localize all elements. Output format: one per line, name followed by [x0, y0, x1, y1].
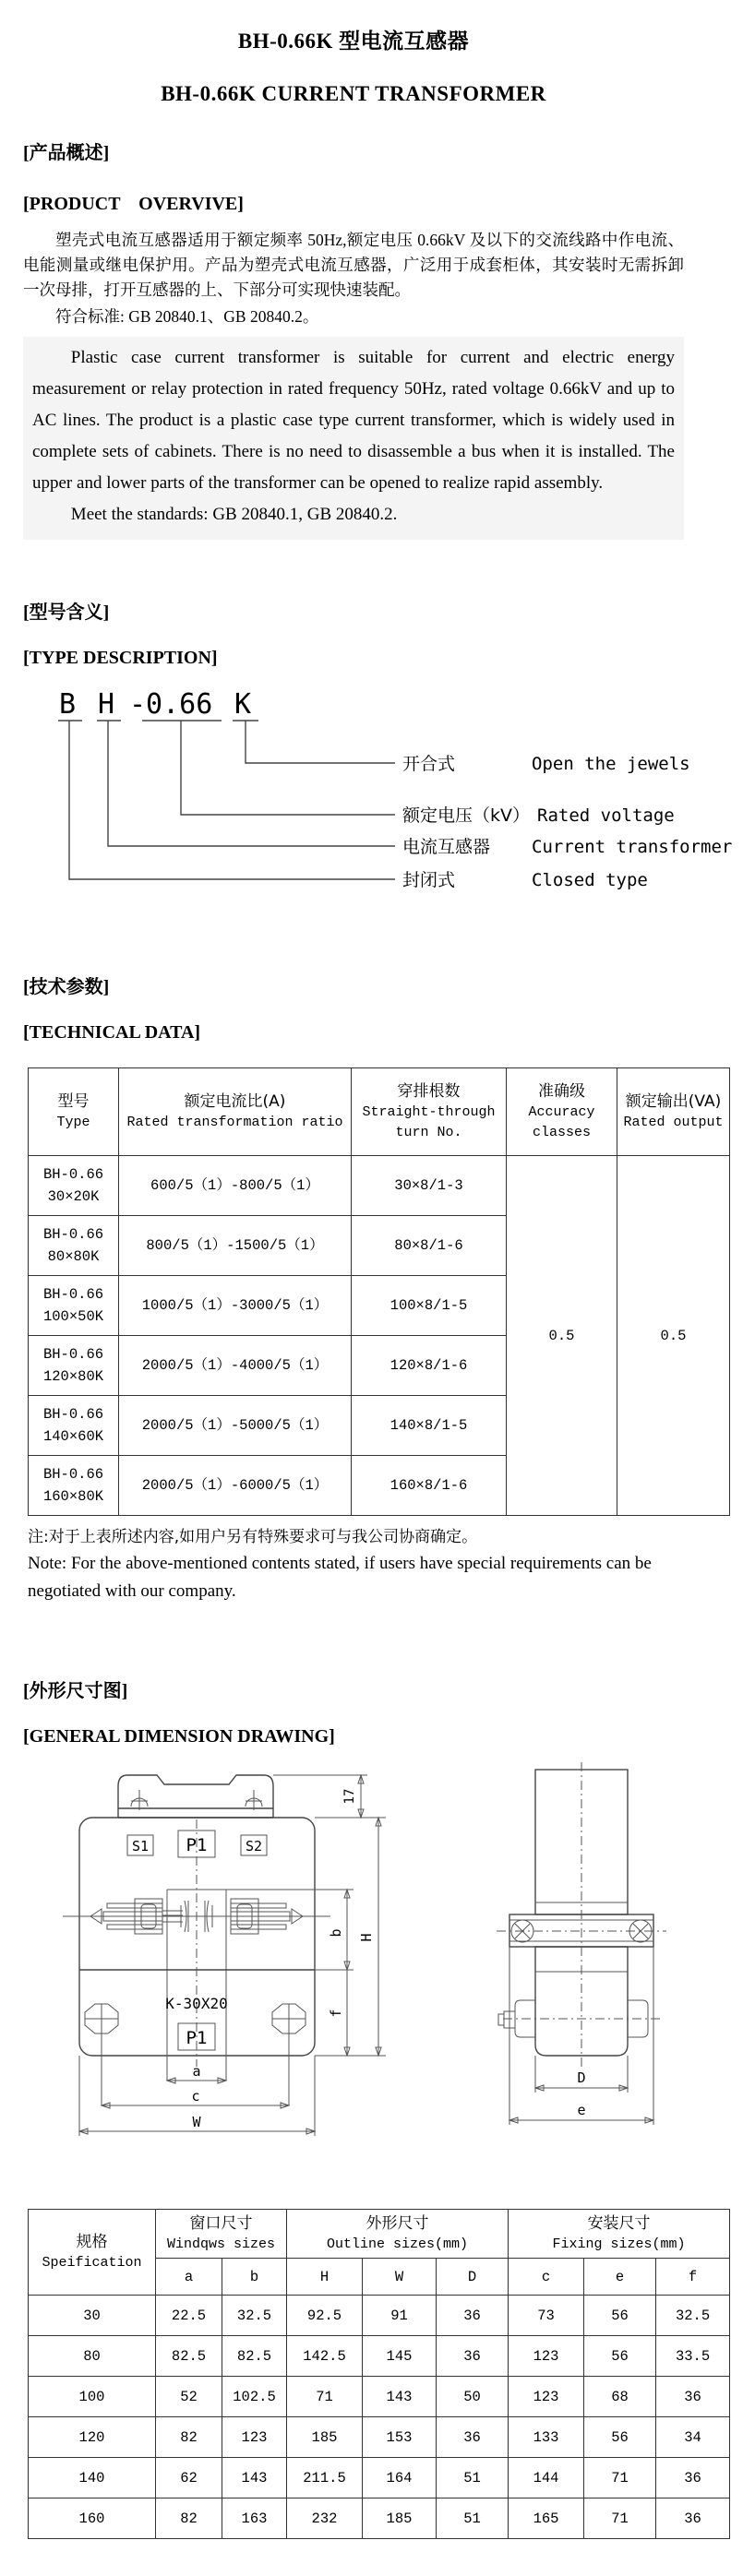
table-cell: 165 — [509, 2498, 584, 2539]
connector-current-transformer — [108, 721, 395, 846]
type-code-part-h: H — [98, 688, 115, 721]
table-cell: 123 — [509, 2336, 584, 2377]
front-view-drawing — [54, 1762, 441, 2196]
side-view-drawing — [452, 1762, 729, 2196]
table-cell: 34 — [656, 2417, 730, 2458]
table-row — [29, 2296, 730, 2336]
header-turns: 穿排根数 Straight-through turn No. — [352, 1068, 507, 1156]
dimension-heading-en: [GENERAL DIMENSION DRAWING] — [23, 1726, 335, 1747]
table-cell: 2000/5（1）-4000/5（1） — [119, 1336, 352, 1396]
header-window-sizes: 窗口尺寸 Windqws sizes — [156, 2210, 287, 2259]
tech-heading-zh: [技术参数] — [23, 977, 110, 997]
table-cell: 145 — [363, 2336, 437, 2377]
svg-text:H: H — [358, 1933, 375, 1942]
output-merged-cell: 0.5 — [617, 1156, 730, 1516]
header-outline-sizes: 外形尺寸 Outline sizes(mm) — [287, 2210, 509, 2259]
subheader-c: c — [509, 2259, 584, 2296]
table-cell: 52 — [156, 2377, 222, 2417]
table-cell: 144 — [509, 2458, 584, 2498]
type-label-zh-voltage: 额定电压（kV） — [402, 805, 531, 826]
accuracy-merged-cell: 0.5 — [507, 1156, 617, 1516]
table-cell: 36 — [656, 2458, 730, 2498]
table-cell: 232 — [287, 2498, 363, 2539]
subheader-b: b — [222, 2259, 287, 2296]
header-specification: 规格 Speification — [29, 2210, 156, 2296]
table-cell: 80×8/1-6 — [352, 1216, 507, 1276]
type-code-part-k: K — [234, 688, 252, 721]
table-cell: 102.5 — [222, 2377, 287, 2417]
table-header-row — [29, 1068, 730, 1156]
table-cell: 56 — [584, 2417, 656, 2458]
table-cell: 2000/5（1）-5000/5（1） — [119, 1396, 352, 1456]
type-label-zh-closed: 封闭式 — [402, 870, 456, 890]
table-cell: 82 — [156, 2417, 222, 2458]
table-cell: 133 — [509, 2417, 584, 2458]
table-cell: 1000/5（1）-3000/5（1） — [119, 1276, 352, 1336]
table-row — [29, 2336, 730, 2377]
table-cell: 32.5 — [222, 2296, 287, 2336]
table-cell: BH-0.66 120×80K — [29, 1336, 119, 1396]
table-cell: 100×8/1-5 — [352, 1276, 507, 1336]
svg-text:e: e — [577, 2102, 586, 2118]
table-cell: 36 — [437, 2336, 509, 2377]
subheader-D: D — [437, 2259, 509, 2296]
page-title-zh: BH-0.66K 型电流互感器 — [237, 30, 470, 53]
table-row — [29, 2498, 730, 2539]
table-cell: 30×8/1-3 — [352, 1156, 507, 1216]
table-cell: 140×8/1-5 — [352, 1396, 507, 1456]
type-label-en-voltage: Rated voltage — [537, 805, 675, 826]
table-cell: 36 — [437, 2296, 509, 2336]
type-label-en-open: Open the jewels — [532, 754, 690, 774]
table-group-header-row — [29, 2210, 730, 2259]
overview-standards-en: Meet the standards: GB 20840.1, GB 20840.2. — [70, 505, 398, 524]
table-cell: 185 — [363, 2498, 437, 2539]
table-cell: 2000/5（1）-6000/5（1） — [119, 1456, 352, 1516]
table-cell: 91 — [363, 2296, 437, 2336]
sizes-table — [28, 2209, 730, 2539]
page-title-en: BH-0.66K CURRENT TRANSFORMER — [161, 82, 546, 105]
table-cell: BH-0.66 140×60K — [29, 1396, 119, 1456]
table-cell: 160×8/1-6 — [352, 1456, 507, 1516]
type-code-part-b: B — [59, 688, 77, 721]
table-cell: 36 — [437, 2417, 509, 2458]
table-cell: 71 — [584, 2458, 656, 2498]
connector-rated-voltage — [181, 721, 395, 815]
table-cell: 100 — [29, 2377, 156, 2417]
primary-label-p1: P1 — [186, 2028, 208, 2048]
svg-text:b: b — [328, 1928, 344, 1938]
table-cell: 211.5 — [287, 2458, 363, 2498]
terminal-screw-icon — [131, 1790, 262, 1810]
table-note-en: Note: For the above-mentioned contents stated, if users have special requirements can be negotiated with our company. — [28, 1554, 652, 1601]
table-cell: BH-0.66 160×80K — [29, 1456, 119, 1516]
subheader-a: a — [156, 2259, 222, 2296]
table-cell: 82.5 — [156, 2336, 222, 2377]
table-cell: 163 — [222, 2498, 287, 2539]
table-cell: 50 — [437, 2377, 509, 2417]
type-label-zh-open: 开合式 — [402, 754, 456, 774]
dim-d — [535, 2069, 628, 2091]
dim-e — [509, 2102, 653, 2123]
table-cell: 56 — [584, 2336, 656, 2377]
table-cell: 22.5 — [156, 2296, 222, 2336]
table-cell: 82.5 — [222, 2336, 287, 2377]
table-cell: 68 — [584, 2377, 656, 2417]
table-cell: BH-0.66 30×20K — [29, 1156, 119, 1216]
table-cell: 62 — [156, 2458, 222, 2498]
table-cell: 33.5 — [656, 2336, 730, 2377]
table-cell: 51 — [437, 2498, 509, 2539]
dim-c — [102, 2088, 289, 2108]
table-cell: 71 — [584, 2498, 656, 2539]
header-accuracy: 准确级 Accuracy classes — [507, 1068, 617, 1156]
subheader-H: H — [287, 2259, 363, 2296]
header-ratio: 额定电流比(A) Rated transformation ratio — [119, 1068, 352, 1156]
overview-english-block — [23, 337, 684, 540]
table-cell: 160 — [29, 2498, 156, 2539]
subheader-f: f — [656, 2259, 730, 2296]
svg-text:17: 17 — [342, 1788, 357, 1805]
dim-17 — [342, 1775, 364, 1818]
svg-text:c: c — [191, 2088, 200, 2105]
type-heading-en: [TYPE DESCRIPTION] — [23, 648, 218, 668]
dimension-heading-zh: [外形尺寸图] — [23, 1681, 128, 1701]
table-cell: 51 — [437, 2458, 509, 2498]
overview-paragraph-en: Plastic case current transformer is suitable for current and electric energy measurement or relay protection in rated frequency 50Hz, rated voltage 0.66kV and up to AC lines. The product is a plastic case type current transformer, which is widely used in complete sets of cabinets. There is no need to disassemble a bus when it is installed. The upper and lower parts of the transformer can be opened to realize rapid assembly. — [32, 348, 675, 493]
type-label-zh-ct: 电流互感器 — [402, 837, 491, 857]
table-cell: 56 — [584, 2296, 656, 2336]
table-cell: 140 — [29, 2458, 156, 2498]
type-label-en-closed: Closed type — [532, 870, 648, 890]
technical-data-table — [28, 1067, 730, 1516]
table-cell: 600/5（1）-800/5（1） — [119, 1156, 352, 1216]
table-cell: 153 — [363, 2417, 437, 2458]
connector-closed-type — [69, 721, 395, 879]
table-cell: 142.5 — [287, 2336, 363, 2377]
table-cell: 185 — [287, 2417, 363, 2458]
type-code-part-voltage: -0.66 — [129, 688, 213, 721]
table-cell: 36 — [656, 2498, 730, 2539]
svg-text:f: f — [328, 2009, 344, 2018]
subheader-W: W — [363, 2259, 437, 2296]
dim-a — [167, 2063, 226, 2083]
table-cell: 143 — [363, 2377, 437, 2417]
table-cell: 32.5 — [656, 2296, 730, 2336]
table-cell: 80 — [29, 2336, 156, 2377]
type-code-diagram-svg — [26, 686, 755, 912]
tech-heading-en: [TECHNICAL DATA] — [23, 1022, 201, 1043]
table-note-zh: 注:对于上表所述内容,如用户另有特殊要求可与我公司协商确定。 — [28, 1528, 478, 1546]
terminal-label-p1: P1 — [186, 1835, 208, 1855]
connector-open-type — [246, 721, 395, 763]
table-cell: 92.5 — [287, 2296, 363, 2336]
table-cell: 73 — [509, 2296, 584, 2336]
type-label-en-ct: Current transformer — [532, 837, 733, 857]
table-cell: 120 — [29, 2417, 156, 2458]
table-cell: 123 — [509, 2377, 584, 2417]
window-size-label: K-30X20 — [165, 1995, 228, 2012]
table-row — [29, 1156, 730, 1216]
subheader-e: e — [584, 2259, 656, 2296]
table-cell: 800/5（1）-1500/5（1） — [119, 1216, 352, 1276]
overview-heading-zh: [产品概述] — [23, 143, 110, 163]
dim-w — [79, 2114, 315, 2134]
dim-b — [328, 1890, 350, 1970]
header-output: 额定输出(VA) Rated output — [617, 1068, 730, 1156]
dimension-drawings — [54, 1762, 755, 2196]
header-type: 型号 Type — [29, 1068, 119, 1156]
svg-text:D: D — [577, 2069, 586, 2086]
table-row — [29, 2377, 730, 2417]
table-cell: 71 — [287, 2377, 363, 2417]
table-cell: 82 — [156, 2498, 222, 2539]
table-cell: 120×8/1-6 — [352, 1336, 507, 1396]
type-heading-zh: [型号含义] — [23, 602, 110, 623]
type-code-diagram — [26, 686, 755, 916]
overview-standards-zh: 符合标准: GB 20840.1、GB 20840.2。 — [55, 307, 319, 326]
table-cell: 143 — [222, 2458, 287, 2498]
svg-text:W: W — [192, 2114, 201, 2130]
dim-f — [328, 1970, 350, 2056]
table-cell: 164 — [363, 2458, 437, 2498]
table-cell: 36 — [656, 2377, 730, 2417]
overview-heading-en: [PRODUCT OVERVIVE] — [23, 194, 244, 214]
table-row — [29, 2458, 730, 2498]
header-fixing-sizes: 安装尺寸 Fixing sizes(mm) — [509, 2210, 730, 2259]
table-row — [29, 2417, 730, 2458]
overview-paragraph-zh: 塑壳式电流互感器适用于额定频率 50Hz,额定电压 0.66kV 及以下的交流线路中作电流、电能测量或继电保护用。产品为塑壳式电流互感器，广泛用于成套柜体，其安装时无需拆卸一次母排，打开互感器的上、下部分可实现快速装配。 — [23, 231, 684, 299]
terminal-label-s2: S2 — [245, 1838, 263, 1854]
table-cell: 123 — [222, 2417, 287, 2458]
table-cell: BH-0.66 100×50K — [29, 1276, 119, 1336]
dim-h — [358, 1818, 381, 2056]
terminal-label-s1: S1 — [131, 1838, 150, 1854]
svg-text:a: a — [192, 2063, 201, 2080]
table-cell: BH-0.66 80×80K — [29, 1216, 119, 1276]
table-cell: 30 — [29, 2296, 156, 2336]
